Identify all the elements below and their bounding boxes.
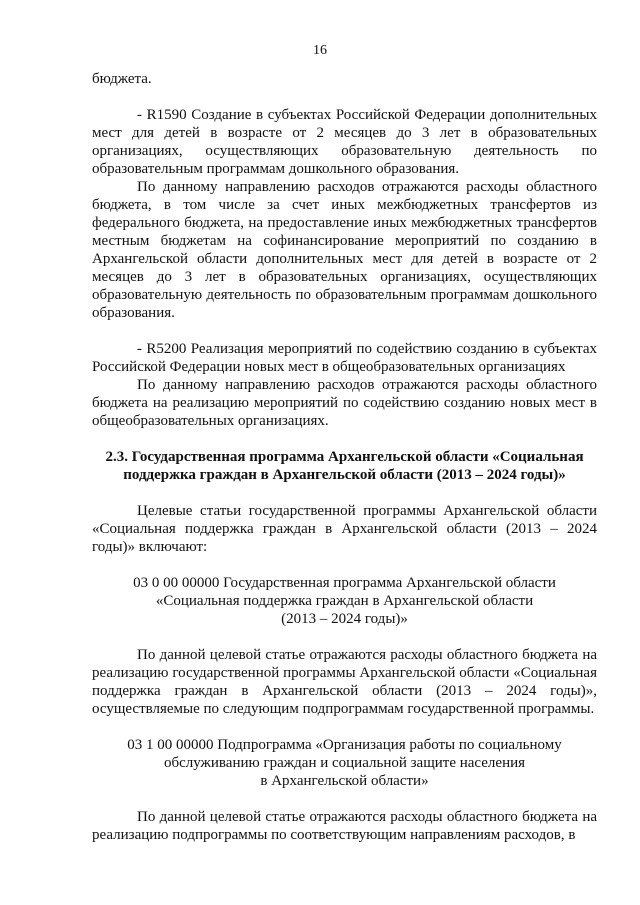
code-block-program-line-2: «Социальная поддержка граждан в Архангельской области	[155, 593, 534, 609]
code-block-subprogram-line-2: обслуживанию граждан и социальной защите населения	[163, 755, 526, 771]
section-heading-line-1: 2.3. Государственная программа Архангельской области «Социальная	[105, 449, 584, 465]
page-number: 16	[313, 43, 327, 58]
paragraph-targets-intro: Целевые статьи государственной программы Архангельской области «Социальная поддержка граждан в Архангельской области (2013 – 2024 годы)» включают:	[92, 503, 597, 555]
code-block-program-line-3: (2013 – 2024 годы)»	[281, 611, 408, 627]
paragraph-program-description: По данной целевой статье отражаются расходы областного бюджета на реализацию государственной программы Архангельской области «Социальная поддержка граждан в Архангельской области (2013 – 2024 годы)», осуществляемые по следующим подпрограммам государственной программы.	[92, 647, 597, 717]
paragraph-r1590: - R1590 Создание в субъектах Российской Федерации дополнительных мест для детей в возрасте от 2 месяцев до 3 лет в образовательных организациях, осуществляющих образовательную деятельность по образовательным программам дошкольного образования.	[92, 107, 597, 177]
paragraph-r5200-description: По данному направлению расходов отражаются расходы областного бюджета на реализацию мероприятий по содействию созданию новых мест в общеобразовательных организациях.	[92, 377, 597, 429]
code-block-subprogram-line-3: в Архангельской области»	[260, 773, 429, 789]
paragraph-subprogram-description: По данной целевой статье отражаются расходы областного бюджета на реализацию подпрограммы по соответствующим направлениям расходов, в	[92, 809, 597, 843]
code-block-subprogram-line-1: 03 1 00 00000 Подпрограмма «Организация работы по социальному	[127, 737, 562, 753]
section-heading-line-2: поддержка граждан в Архангельской области (2013 – 2024 годы)»	[123, 467, 566, 483]
code-block-program-line-1: 03 0 00 00000 Государственная программа Архангельской области	[133, 575, 556, 591]
section-heading	[92, 448, 597, 484]
code-block-program	[92, 574, 597, 628]
paragraph-r5200: - R5200 Реализация мероприятий по содействию созданию в субъектах Российской Федерации новых мест в общеобразовательных организациях	[92, 341, 597, 375]
code-block-subprogram	[92, 736, 597, 790]
paragraph-r1590-description: По данному направлению расходов отражаются расходы областного бюджета, в том числе за счет иных межбюджетных трансфертов из федерального бюджета, на предоставление иных межбюджетных трансфертов местным бюджетам на софинансирование мероприятий по созданию в Архангельской области дополнительных мест для детей в возрасте от 2 месяцев до 3 лет в образовательных организациях, осуществляющих образовательную деятельность по образовательным программам дошкольного образования.	[92, 179, 597, 321]
document-body	[92, 70, 597, 844]
paragraph-continuation: бюджета.	[92, 71, 152, 87]
